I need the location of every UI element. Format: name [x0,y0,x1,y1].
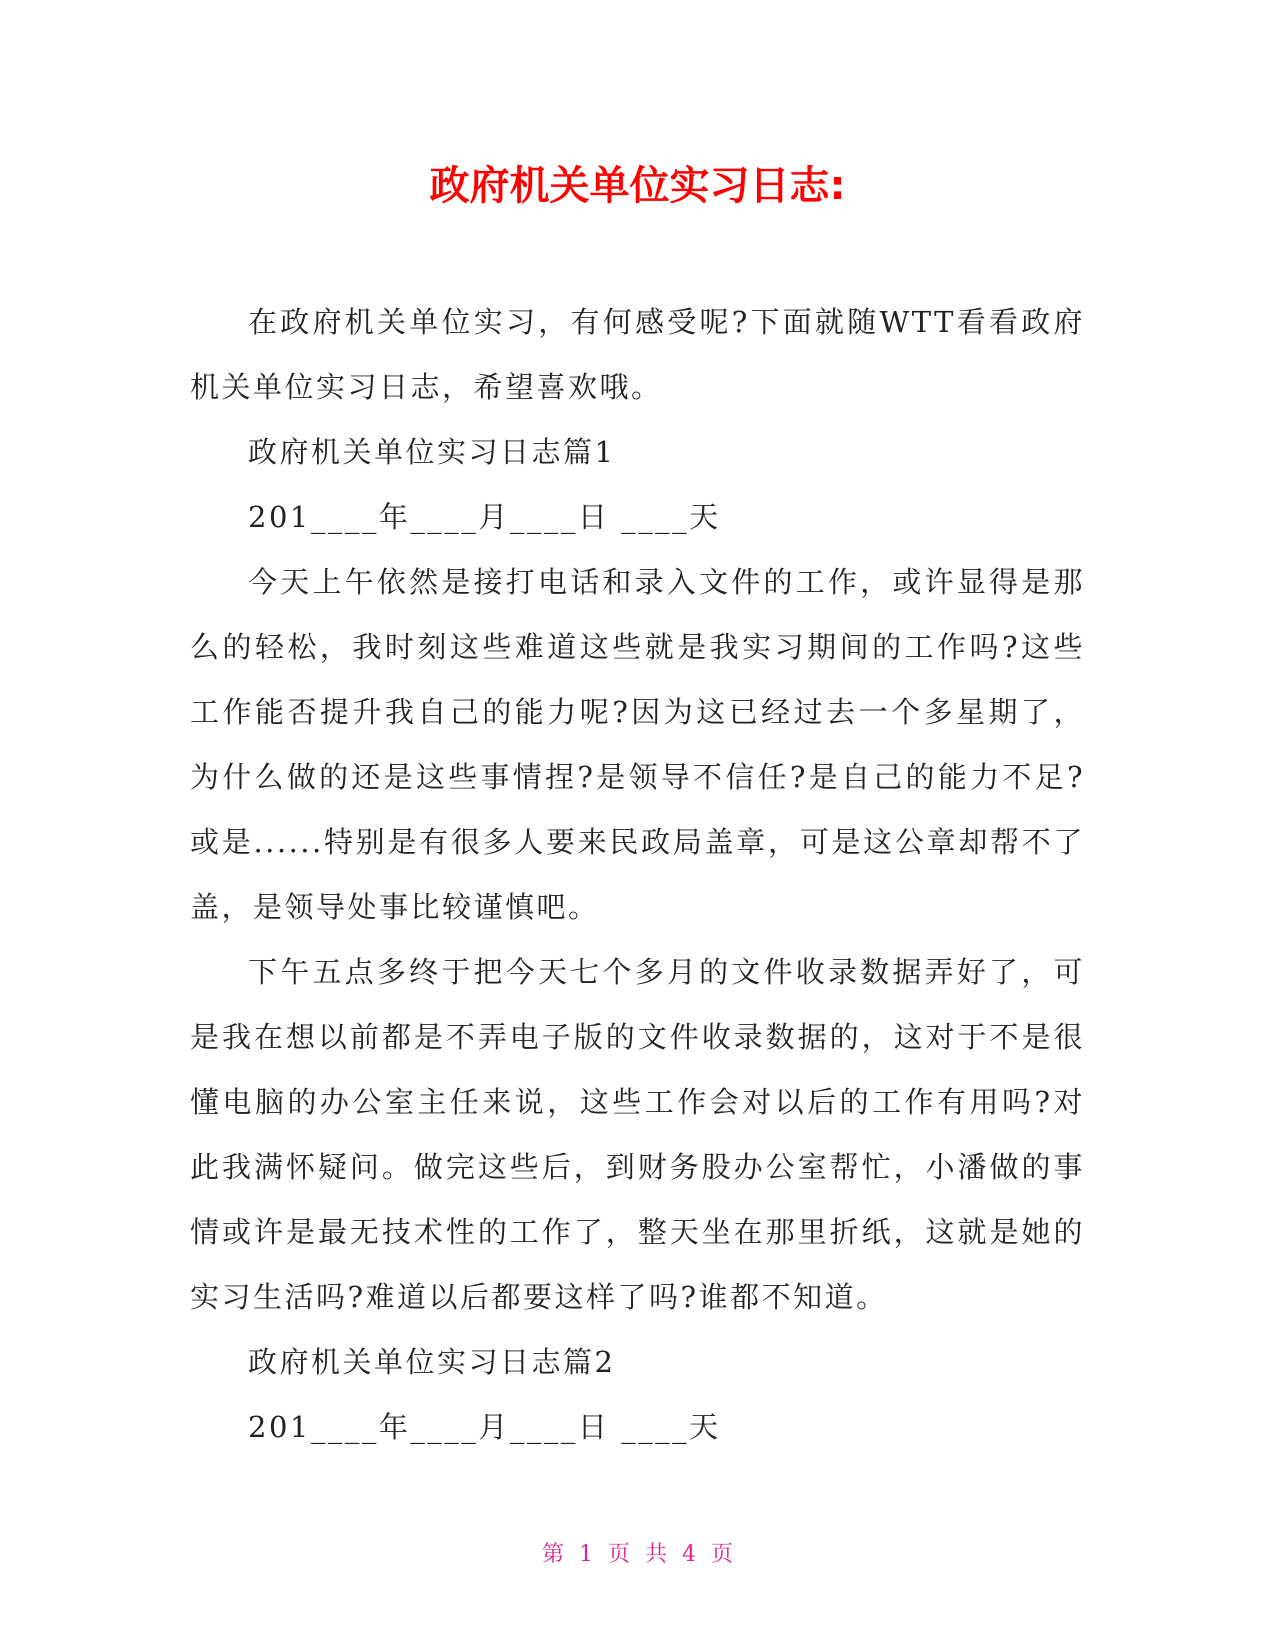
page-footer: 第 1 页 共 4 页 [542,1542,733,1567]
section-heading-2: 政府机关单位实习日志篇2 [248,1345,616,1379]
document-title: 政府机关单位实习日志: [429,163,846,209]
section-heading-1: 政府机关单位实习日志篇1 [248,435,616,469]
date-line-1: 201____年____月____日 ____天 [248,500,721,534]
date-line-2: 201____年____月____日 ____天 [248,1410,721,1444]
intro-paragraph: 在政府机关单位实习，有何感受呢?下面就随WTT看看政府机关单位实习日志，希望喜欢哦。 [190,305,1085,404]
body-paragraph: 下午五点多终于把今天七个多月的文件收录数据弄好了，可是我在想以前都是不弄电子版的文件收录数据的，这对于不是很懂电脑的办公室主任来说，这些工作会对以后的工作有用吗?对此我满怀疑问。做完这些后，到财务股办公室帮忙，小潘做的事情或许是最无技术性的工作了，整天坐在那里折纸，这就是她的实习生活吗?难道以后都要这样了吗?谁都不知道。 [190,955,1085,1314]
body-paragraph: 今天上午依然是接打电话和录入文件的工作，或许显得是那么的轻松，我时刻这些难道这些就是我实习期间的工作吗?这些工作能否提升我自己的能力呢?因为这已经过去一个多星期了，为什么做的还是这些事情捏?是领导不信任?是自己的能力不足?或是......特别是有很多人要来民政局盖章，可是这公章却帮不了盖，是领导处事比较谨慎吧。 [190,565,1085,924]
document-body [190,290,1085,1460]
